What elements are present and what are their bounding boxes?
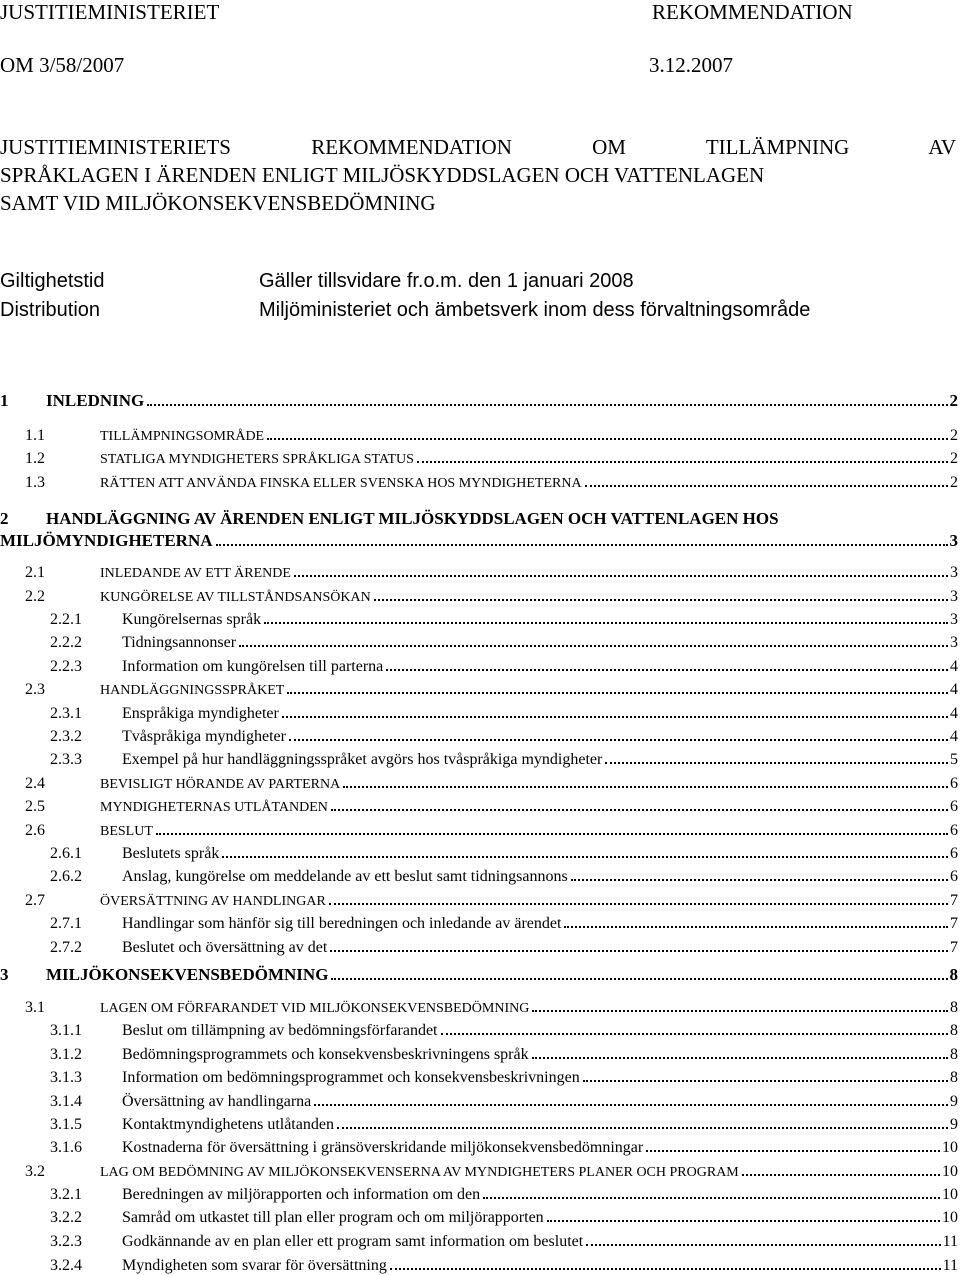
toc-entry[interactable] (0, 474, 958, 492)
toc-page-number: 2 (949, 391, 958, 410)
toc-entry-title: Beslut om tillämpning av bedömningsförfarandet (122, 1022, 438, 1039)
toc-entry[interactable] (0, 939, 958, 957)
toc-entry[interactable] (0, 1257, 958, 1275)
toc-page-number: 10 (942, 1139, 958, 1156)
toc-page-number: 3 (950, 564, 958, 581)
toc-page-number: 8 (950, 1022, 958, 1039)
toc-dot-leader (314, 1104, 948, 1106)
toc-page-number: 10 (942, 1209, 958, 1226)
toc-entry-number: 2.5 (25, 798, 45, 815)
toc-entry[interactable] (0, 681, 958, 699)
toc-dot-leader (222, 856, 948, 858)
toc-page-number: 8 (950, 999, 958, 1016)
toc-entry-title: Kontaktmyndighetens utlåtanden (122, 1116, 334, 1133)
toc-entry-number: 2.6 (25, 822, 45, 839)
toc-entry-title: INLEDNING (46, 391, 145, 410)
toc-page-number: 4 (950, 705, 958, 722)
ministry-name: JUSTITIEMINISTERIET (0, 0, 220, 24)
toc-entry[interactable] (0, 1139, 958, 1157)
toc-dot-leader (583, 1080, 948, 1082)
toc-entry-title: Godkännande av en plan eller ett program samt information om beslutet (122, 1233, 584, 1250)
toc-dot-leader (390, 1268, 941, 1270)
toc-entry[interactable] (0, 1186, 958, 1204)
toc-page-number: 9 (950, 1116, 958, 1133)
toc-entry-title: Myndigheten som svarar för översättning (122, 1257, 387, 1274)
toc-entry-number: 2.1 (25, 564, 45, 581)
toc-page-number: 5 (950, 751, 958, 768)
toc-entry-number: 2.3.1 (50, 705, 82, 722)
toc-entry-title: Kostnaderna för översättning i gränsöverskridande miljökonsekvensbedömningar (122, 1139, 644, 1156)
toc-dot-leader (239, 645, 948, 647)
toc-dot-leader (571, 879, 948, 881)
toc-page-number: 8 (950, 1046, 958, 1063)
toc-dot-leader (282, 716, 948, 718)
toc-entry[interactable] (0, 845, 958, 863)
toc-entry[interactable] (0, 822, 958, 840)
toc-entry-title: LAG OM BEDÖMNING AV MILJÖKONSEKVENSERNA AV MYNDIGHETERS PLANER OCH PROGRAM (100, 1165, 739, 1180)
toc-page-number: 3 (949, 531, 958, 550)
toc-entry[interactable] (0, 391, 958, 411)
toc-dot-leader (264, 622, 948, 624)
toc-page-number: 3 (950, 611, 958, 628)
toc-entry-title: Enspråkiga myndigheter (122, 705, 279, 722)
toc-entry[interactable] (0, 564, 958, 582)
document-title (0, 133, 956, 217)
toc-entry[interactable] (0, 611, 958, 629)
validity-label: Giltighetstid (0, 270, 105, 292)
toc-entry-number: 3.1.3 (50, 1069, 82, 1086)
toc-entry-number: 1.1 (25, 427, 45, 444)
toc-dot-leader (374, 599, 948, 601)
toc-entry-number: 2.7.2 (50, 939, 82, 956)
toc-entry-title: LAGEN OM FÖRFARANDET VID MILJÖKONSEKVENSBEDÖMNING (100, 1001, 530, 1016)
title-line-2: SPRÅKLAGEN I ÄRENDEN ENLIGT MILJÖSKYDDSLAGEN OCH VATTENLAGEN (0, 163, 765, 187)
toc-page-number: 3 (950, 588, 958, 605)
toc-entry-title: STATLIGA MYNDIGHETERS SPRÅKLIGA STATUS (100, 452, 414, 467)
toc-page-number: 4 (950, 681, 958, 698)
toc-entry[interactable] (0, 798, 958, 816)
toc-page-number: 8 (950, 1069, 958, 1086)
toc-entry-title: Samråd om utkastet till plan eller program och om miljörapporten (122, 1209, 544, 1226)
toc-entry[interactable] (0, 775, 958, 793)
toc-entry-number: 2 (0, 509, 9, 528)
toc-page-number: 6 (950, 845, 958, 862)
toc-entry-title: Översättning av handlingarna (122, 1093, 312, 1110)
toc-entry-title: MILJÖKONSEKVENSBEDÖMNING (46, 965, 329, 984)
toc-entry-title: HANDLÄGGNINGSSPRÅKET (100, 683, 285, 698)
toc-dot-leader (547, 1220, 940, 1222)
toc-entry[interactable] (0, 450, 958, 468)
toc-dot-leader (337, 1127, 948, 1129)
toc-dot-leader (216, 544, 948, 546)
toc-entry-number: 3.2.1 (50, 1186, 82, 1203)
toc-entry-title: Tidningsannonser (122, 634, 237, 651)
toc-dot-leader (331, 978, 947, 980)
toc-entry-number: 3.1.1 (50, 1022, 82, 1039)
toc-entry-number: 2.3.3 (50, 751, 82, 768)
toc-entry-title: KUNGÖRELSE AV TILLSTÅNDSANSÖKAN (100, 590, 371, 605)
distribution-label: Distribution (0, 299, 101, 321)
toc-page-number: 4 (950, 658, 958, 675)
toc-entry-number: 3.2 (25, 1163, 45, 1180)
validity-row (0, 269, 634, 293)
toc-dot-leader (331, 809, 948, 811)
toc-entry[interactable] (0, 728, 958, 746)
toc-entry[interactable] (0, 658, 958, 676)
toc-entry-title: Beslutet och översättning av det (122, 939, 328, 956)
toc-page-number: 6 (950, 822, 958, 839)
toc-page-number: 9 (950, 1093, 958, 1110)
toc-page-number: 6 (950, 798, 958, 815)
toc-entry[interactable] (0, 1046, 958, 1064)
toc-dot-leader (343, 786, 948, 788)
toc-entry[interactable] (0, 1209, 958, 1227)
toc-page-number: 2 (950, 450, 958, 467)
toc-page-number: 6 (950, 868, 958, 885)
toc-page-number: 3 (950, 634, 958, 651)
toc-dot-leader (585, 485, 948, 487)
toc-entry-title: Exempel på hur handläggningsspråket avgörs hos tvåspråkiga myndigheter (122, 751, 603, 768)
toc-entry-title: INLEDANDE AV ETT ÄRENDE (100, 566, 291, 581)
document-date: 3.12.2007 (649, 53, 733, 77)
reference-number: OM 3/58/2007 (0, 53, 125, 77)
toc-entry-title: Kungörelsernas språk (122, 611, 262, 628)
toc-entry[interactable] (0, 1233, 958, 1251)
toc-dot-leader (386, 669, 948, 671)
toc-entry[interactable] (0, 634, 958, 652)
title-line-1: JUSTITIEMINISTERIETS REKOMMENDATION OM TILLÄMPNING AV (0, 135, 957, 159)
toc-entry-number: 2.2 (25, 588, 45, 605)
toc-entry-title: Beredningen av miljörapporten och information om den (122, 1186, 481, 1203)
toc-page-number: 10 (942, 1186, 958, 1203)
toc-dot-leader (483, 1197, 940, 1199)
toc-dot-leader (532, 1057, 948, 1059)
toc-entry-number: 2.3.2 (50, 728, 82, 745)
toc-entry-number: 2.3 (25, 681, 45, 698)
distribution-value: Miljöministeriet och ämbetsverk inom dess förvaltningsområde (259, 299, 811, 321)
toc-entry[interactable] (0, 588, 958, 606)
toc-page-number: 8 (949, 965, 958, 984)
toc-page-number: 7 (950, 915, 958, 932)
toc-entry-number: 1.2 (25, 450, 45, 467)
toc-dot-leader (289, 739, 948, 741)
toc-dot-leader (330, 950, 948, 952)
toc-entry[interactable] (0, 705, 958, 723)
toc-dot-leader (294, 575, 948, 577)
toc-entry-title: Handlingar som hänför sig till beredningen och inledande av ärendet (122, 915, 562, 932)
toc-entry-title-continued: MILJÖMYNDIGHETERNA (0, 531, 213, 550)
toc-entry-title: Bedömningsprogrammets och konsekvensbeskrivningens språk (122, 1046, 529, 1063)
toc-entry-number: 3 (0, 965, 9, 984)
toc-entry[interactable] (0, 915, 958, 933)
toc-entry-title: BESLUT (100, 824, 153, 839)
toc-entry[interactable] (0, 751, 958, 769)
toc-dot-leader (147, 404, 947, 406)
toc-entry-number: 3.2.4 (50, 1257, 82, 1274)
toc-entry-number: 2.4 (25, 775, 45, 792)
toc-dot-leader (564, 926, 948, 928)
toc-entry[interactable] (0, 1069, 958, 1087)
toc-dot-leader (742, 1174, 940, 1176)
toc-entry-title: Information om bedömningsprogrammet och konsekvensbeskrivningen (122, 1069, 580, 1086)
toc-entry[interactable] (0, 999, 958, 1017)
toc-page-number: 4 (950, 728, 958, 745)
toc-entry-title: Information om kungörelsen till parterna (122, 658, 384, 675)
toc-dot-leader (605, 762, 948, 764)
toc-page-number: 2 (950, 427, 958, 444)
toc-entry-title: Beslutets språk (122, 845, 220, 862)
toc-page-number: 7 (950, 892, 958, 909)
toc-dot-leader (441, 1033, 949, 1035)
title-line-3: SAMT VID MILJÖKONSEKVENSBEDÖMNING (0, 191, 436, 215)
toc-page-number: 6 (950, 775, 958, 792)
toc-entry-title: Tvåspråkiga myndigheter (122, 728, 286, 745)
toc-entry-number: 2.7 (25, 892, 45, 909)
toc-entry-number: 3.1.2 (50, 1046, 82, 1063)
distribution-row (0, 298, 811, 322)
toc-dot-leader (267, 438, 948, 440)
toc-entry-number: 1 (0, 391, 9, 410)
toc-dot-leader (156, 833, 948, 835)
toc-entry[interactable] (0, 892, 958, 910)
toc-page-number: 7 (950, 939, 958, 956)
toc-entry-title: HANDLÄGGNING AV ÄRENDEN ENLIGT MILJÖSKYDDSLAGEN OCH VATTENLAGEN HOS (46, 509, 779, 528)
toc-entry-title: BEVISLIGT HÖRANDE AV PARTERNA (100, 777, 341, 792)
validity-value: Gäller tillsvidare fr.o.m. den 1 januari 2008 (259, 270, 634, 292)
toc-entry[interactable] (0, 427, 958, 445)
toc-entry-number: 2.2.3 (50, 658, 82, 675)
toc-entry[interactable] (0, 508, 958, 552)
toc-page-number: 2 (950, 474, 958, 491)
toc-entry-number: 3.2.2 (50, 1209, 82, 1226)
toc-entry-title: MYNDIGHETERNAS UTLÅTANDEN (100, 800, 328, 815)
toc-entry-title: TILLÄMPNINGSOMRÅDE (100, 429, 265, 444)
toc-entry-title: RÄTTEN ATT ANVÄNDA FINSKA ELLER SVENSKA HOS MYNDIGHETERNA (100, 476, 582, 491)
toc-entry-number: 2.7.1 (50, 915, 82, 932)
document-type: REKOMMENDATION (652, 0, 853, 24)
toc-dot-leader (287, 692, 948, 694)
toc-dot-leader (646, 1150, 940, 1152)
toc-entry-number: 3.1.6 (50, 1139, 82, 1156)
toc-dot-leader (586, 1244, 940, 1246)
toc-entry[interactable] (0, 1093, 958, 1111)
toc-entry-number: 3.2.3 (50, 1233, 82, 1250)
toc-entry[interactable] (0, 1163, 958, 1181)
toc-page-number: 11 (942, 1233, 958, 1250)
toc-entry-number: 2.6.2 (50, 868, 82, 885)
toc-entry-number: 2.6.1 (50, 845, 82, 862)
toc-entry-title: Anslag, kungörelse om meddelande av ett beslut samt tidningsannons (122, 868, 568, 885)
toc-dot-leader (329, 903, 948, 905)
toc-entry[interactable] (0, 1116, 958, 1134)
toc-entry-number: 1.3 (25, 474, 45, 491)
toc-dot-leader (417, 461, 948, 463)
toc-entry[interactable] (0, 1022, 958, 1040)
toc-page-number: 11 (942, 1257, 958, 1274)
toc-entry[interactable] (0, 868, 958, 886)
toc-entry-number: 3.1.5 (50, 1116, 82, 1133)
toc-entry-title: ÖVERSÄTTNING AV HANDLINGAR (100, 894, 326, 909)
toc-dot-leader (532, 1010, 948, 1012)
toc-entry-number: 2.2.1 (50, 611, 82, 628)
toc-entry-number: 2.2.2 (50, 634, 82, 651)
toc-entry-number: 3.1 (25, 999, 45, 1016)
toc-entry-number: 3.1.4 (50, 1093, 82, 1110)
toc-entry[interactable] (0, 965, 958, 985)
toc-page-number: 10 (942, 1163, 958, 1180)
